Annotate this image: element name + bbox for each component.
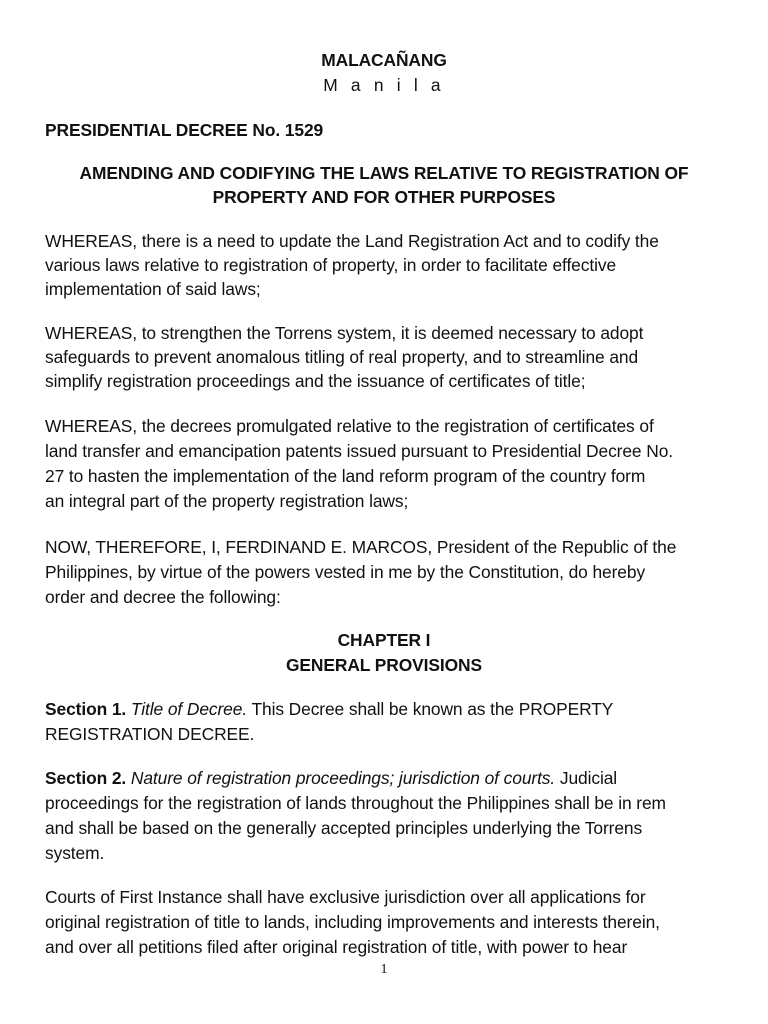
- whereas-3-line: WHEREAS, the decrees promulgated relative to the registration of certificates of: [45, 416, 654, 436]
- whereas-1-line: various laws relative to registration of property, in order to facilitate effective: [45, 255, 617, 275]
- section-2-line: proceedings for the registration of lands throughout the Philippines shall be in rem: [45, 793, 666, 813]
- section-2-line: system.: [45, 843, 105, 863]
- section-1-text: This Decree shall be known as the PROPERTY: [247, 699, 614, 719]
- whereas-1-line: WHEREAS, there is a need to update the Land Registration Act and to codify the: [45, 231, 659, 251]
- whereas-2-line: safeguards to prevent anomalous titling of real property, and to streamline and: [45, 347, 639, 367]
- section-2-line: [45, 766, 735, 790]
- city-heading: M a n i l a: [323, 75, 445, 95]
- now-therefore-line: Philippines, by virtue of the powers vested in me by the Constitution, do hereby: [45, 562, 646, 582]
- courts-paragraph-line: original registration of title to lands, including improvements and interests therein,: [45, 912, 660, 932]
- whereas-2-line: WHEREAS, to strengthen the Torrens system, it is deemed necessary to adopt: [45, 323, 644, 343]
- whereas-2-line: simplify registration proceedings and the issuance of certificates of title;: [45, 371, 586, 391]
- chapter-number: CHAPTER I: [337, 630, 431, 650]
- section-2-line: and shall be based on the generally accepted principles underlying the Torrens: [45, 818, 643, 838]
- whereas-3-line: land transfer and emancipation patents issued pursuant to Presidential Decree No.: [45, 441, 674, 461]
- whereas-1-line: implementation of said laws;: [45, 279, 261, 299]
- courts-paragraph-line: and over all petitions filed after original registration of title, with power to hear: [45, 937, 628, 957]
- whereas-3-line: 27 to hasten the implementation of the land reform program of the country form: [45, 466, 646, 486]
- chapter-title: GENERAL PROVISIONS: [286, 655, 482, 675]
- office-heading: MALACAÑANG: [321, 50, 447, 70]
- now-therefore-line: NOW, THEREFORE, I, FERDINAND E. MARCOS, President of the Republic of the: [45, 537, 677, 557]
- section-1-line: REGISTRATION DECREE.: [45, 724, 255, 744]
- section-1-line: [45, 697, 735, 721]
- now-therefore-line: order and decree the following:: [45, 587, 281, 607]
- section-2-label: Section 2.: [45, 768, 127, 788]
- decree-title-line: PROPERTY AND FOR OTHER PURPOSES: [212, 187, 556, 207]
- section-2-text: Judicial: [555, 768, 618, 788]
- page-number: 1: [380, 962, 388, 977]
- courts-paragraph-line: Courts of First Instance shall have exclusive jurisdiction over all applications for: [45, 887, 646, 907]
- section-1-label: Section 1.: [45, 699, 127, 719]
- section-1-heading: Title of Decree.: [130, 699, 248, 719]
- decree-title-line: AMENDING AND CODIFYING THE LAWS RELATIVE TO REGISTRATION OF: [79, 163, 689, 183]
- decree-number: PRESIDENTIAL DECREE No. 1529: [45, 120, 324, 140]
- section-2-heading: Nature of registration proceedings; jurisdiction of courts.: [130, 768, 556, 788]
- whereas-3-line: an integral part of the property registration laws;: [45, 491, 409, 511]
